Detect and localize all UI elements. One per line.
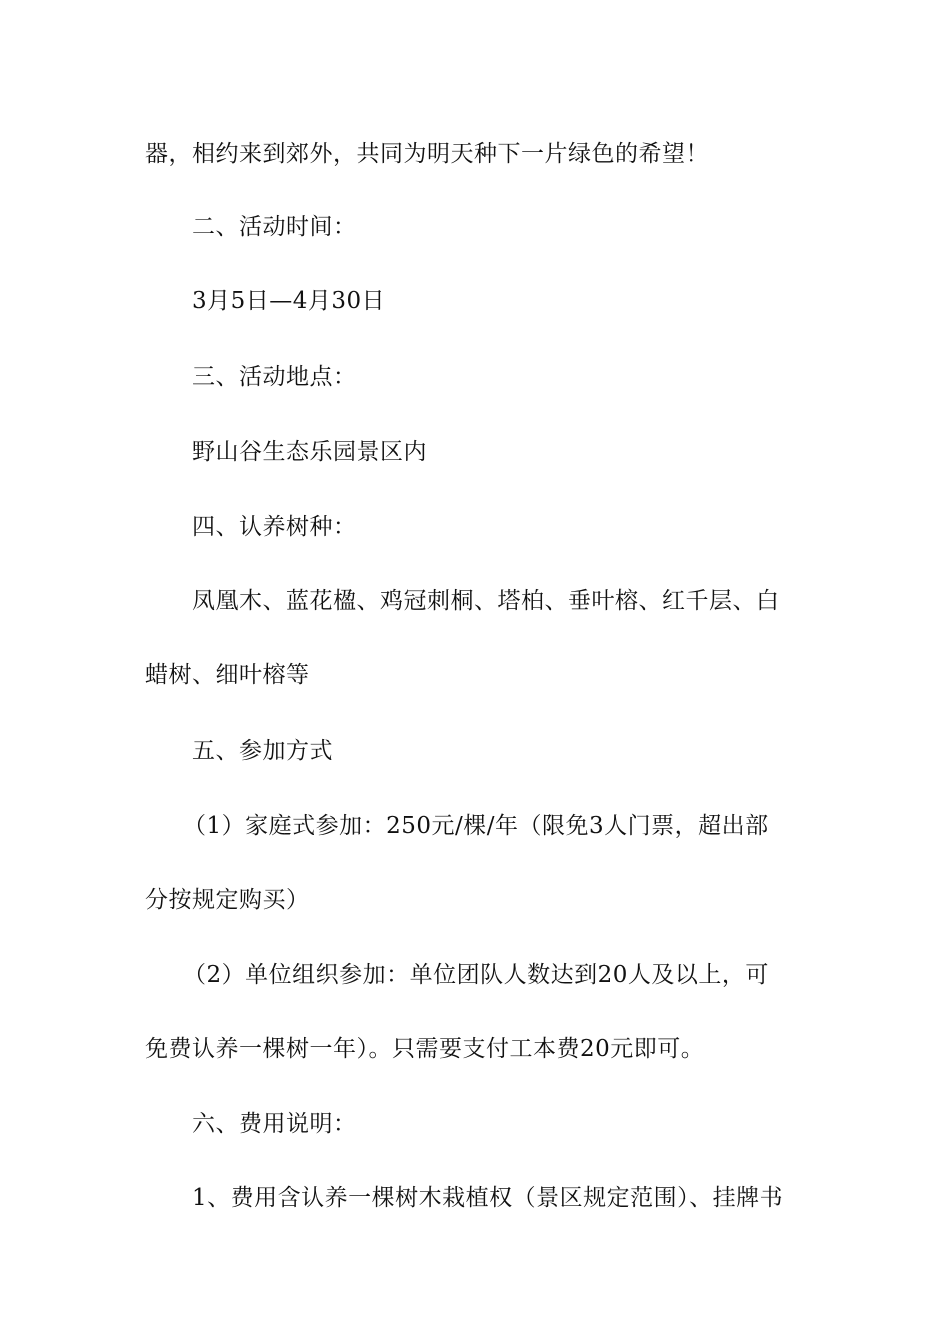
participation-family-line-1: （1）家庭式参加：250元/棵/年（限免3人门票，超出部 [183,813,769,839]
fees-item-1: 1、费用含认养一棵树木栽植权（景区规定范围）、挂牌书 [192,1185,784,1211]
section-heading-fees: 六、费用说明： [192,1111,357,1137]
paragraph-continuation: 器，相约来到郊外，共同为明天种下一片绿色的希望！ [145,141,709,167]
tree-species-line-1: 凤凰木、蓝花楹、鸡冠刺桐、塔柏、垂叶榕、红千层、白 [192,588,780,614]
section-heading-time: 二、活动时间： [192,214,357,240]
participation-family-line-2: 分按规定购买） [145,887,310,913]
section-heading-participation: 五、参加方式 [192,738,333,764]
event-location: 野山谷生态乐园景区内 [192,439,427,465]
section-heading-tree-species: 四、认养树种： [192,514,357,540]
tree-species-line-2: 蜡树、细叶榕等 [145,662,310,688]
participation-unit-line-2: 免费认养一棵树一年）。只需要支付工本费20元即可。 [145,1036,705,1062]
participation-unit-line-1: （2）单位组织参加：单位团队人数达到20人及以上，可 [183,962,769,988]
event-dates: 3月5日—4月30日 [192,288,386,314]
section-heading-location: 三、活动地点： [192,364,357,390]
